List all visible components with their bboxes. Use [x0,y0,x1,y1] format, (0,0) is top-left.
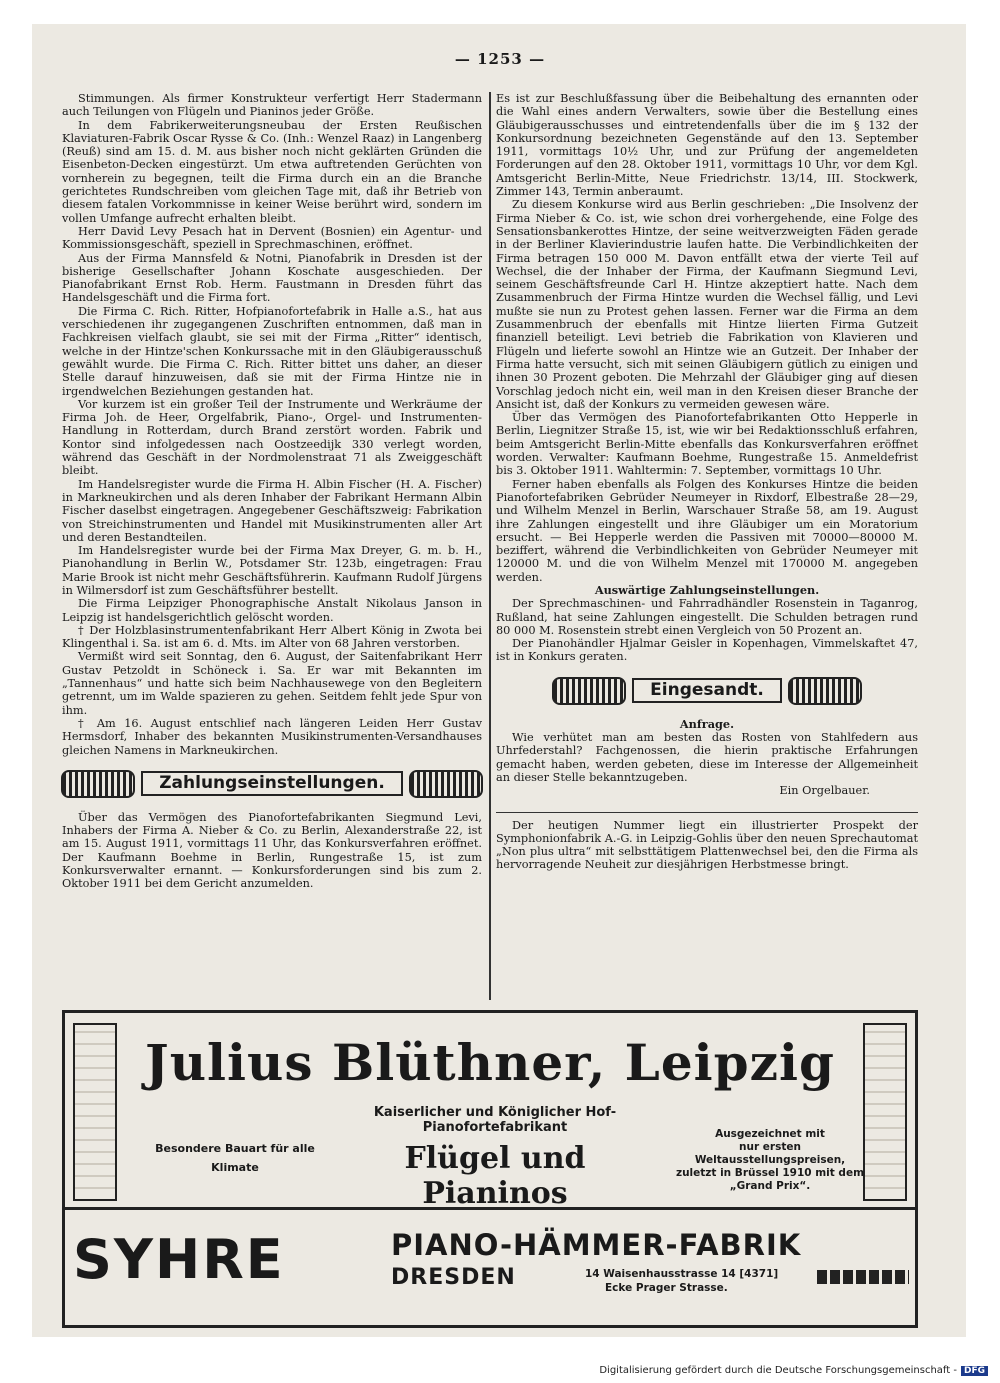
paragraph: Aus der Firma Mannsfeld & Notni, Pianofabrik in Dresden ist der bisherige Gesellschafter Johann Koschate ausgeschieden. Der Pianofabrikant Ernst Rob. Herm. Faustmann in Dresden führt das Handelsgeschäft und die Firma fort. [62,251,482,305]
paragraph: Vor kurzem ist ein großer Teil der Instrumente und Werkräume der Firma Joh. de Heer, Orgelfabrik, Piano-, Orgel- und Instrumenten-Handlung in Rotterdam, durch Brand zerstört worden. Fabrik und Kontor sind infolgedessen nach Oostzeedijk 330 verlegt worden, während das Geschäft in der Nordmolenstraat 71 als Zweiggeschäft bleibt. [62,397,482,478]
ad-subtitle: Kaiserlicher und Königlicher Hof-Pianofortefabrikant [373,1105,617,1135]
paragraph: Zu diesem Konkurse wird aus Berlin geschrieben: „Die Insolvenz der Firma Nieber & Co. ist, wie schon drei vorhergehende, eine Folge des Sensationsbankerottes Hintze, der seine weitverzweigten Fäden gerade in der Berliner Klavierindustrie laufen hatte. Die Verbindlichkeiten der Firma betragen 150 000 M. Davon entfällt etwa der vierte Teil auf Wechsel, die der Inhaber der Firma, der Kaufmann Siegmund Levi, seinem Geschäftsfreunde Carl H. Hintze akzeptiert hatte. Nach dem Zusammenbruch der Firma Hintze wurden die Wechsel fällig, und Levi mußte sie nun zu Protest gehen lassen. Ferner war die Firma an dem Zusammenbruch der ebenfalls mit Hintze liierten Firma Gutzeit finanziell beteiligt. Levi betrieb die Fabrikation von Klavieren und Flügeln und lieferte sowohl an Hintze wie an Gutzeit. Der Inhaber der Firma hatte versucht, sich mit seinen Gläubigern gütlich zu einigen und ihnen 30 Prozent geboten. Die Mehrzahl der Gläubiger ging auf diesen Vorschlag jedoch nicht ein, weil man in den Kreisen dieser Branche der Ansicht ist, daß der Konkurs zu vermeiden gewesen wäre. [496,198,918,411]
column-divider [489,92,491,1000]
paragraph: Im Handelsregister wurde die Firma H. Albin Fischer (H. A. Fischer) in Markneukirchen und als deren Inhaber der Fabrikant Hermann Albin Fischer daselbst eingetragen. Angegebener Geschäftszweig: Fabrikation von Streichinstrumenten und Handel mit Musikinstrumenten aller Art und deren Bestandteilen. [62,477,482,544]
ad-left-text: Besondere Bauart für alle Klimate [155,1142,315,1174]
ad-products: Flügel und Pianinos [404,1141,586,1211]
ornament-left-icon [552,677,626,705]
paragraph: Über das Vermögen des Pianofortefabrikanten Otto Hepperle in Berlin, Liegnitzer Straße 15, ist, wie wir bei Redaktionsschluß erfahren, beim Amtsgericht Berlin-Mitte ebenfalls das Konkursverfahren eröffnet worden. Verwalter: Kaufmann Boehme, Rungestraße 15. Anmeldefrist bis 3. Oktober 1911. Wahltermin: 7. September, vormittags 10 Uhr. [496,411,918,478]
paragraph: Ferner haben ebenfalls als Folgen des Konkurses Hintze die beiden Pianofortefabriken Gebrüder Neumeyer in Rixdorf, Elbestraße 28—29, und Wilhelm Menzel in Berlin, Warschauer Straße 58, am 19. August ihre Zahlungen eingestellt und ihre Gläubiger um ein Moratorium ersucht. — Bei Hepperle werden die Passiven mit 70000—80000 M. beziffert, während die Verbindlichkeiten von Gebrüder Neumeyer mit 120000 M. und die von Wilhelm Menzel mit 170000 M. angegeben werden. [496,477,918,584]
banner-title: Eingesandt. [632,678,782,703]
paragraph: In dem Fabrikerweiterungsneubau der Ersten Reußischen Klaviaturen-Fabrik Oscar Rysse & Co. (Inh.: Wenzel Raaz) in Langenberg (Reuß) sind am 15. d. M. aus bisher noch nicht geklärten Gründen die Eisenbeton-Decken eingestürzt. Um etwa auftretenden Gerüchten von vornherein zu begegnen, teilt die Firma durch ein an die Branche gerichtetes Rundschreiben vom gleichen Tage mit, daß ihr Betrieb von diesem fatalen Vorkommnisse in keiner Weise berührt wird, sondern im vollen Umfange aufrecht erhalten bleibt. [62,118,482,225]
ad-right-text: Ausgezeichnet mit nur ersten Weltausstellungspreisen, zuletzt in Brüssel 1910 mit dem „Grand Prix“. [675,1128,865,1192]
paragraph: Die Firma Leipziger Phonographische Anstalt Nikolaus Janson in Leipzig ist handelsgerichtlich gelöscht worden. [62,597,482,624]
ornament-left-icon [61,770,135,798]
signature: Ein Orgelbauer. [779,784,870,798]
ornament-right-icon [409,770,483,798]
divider [496,798,918,813]
subheading: Auswärtige Zahlungseinstellungen. [594,582,820,597]
footer [599,1365,988,1376]
paragraph: Wie verhütet man am besten das Rosten von Stahlfedern aus Uhrfederstahl? Fachgenossen, die hierin praktische Erfahrungen gemacht haben, werden gebeten, diese im Interesse der Allgemeinheit an dieser Stelle bekanntzugeben. [496,731,918,784]
section-banner [496,673,918,709]
paragraph: † Der Holzblasinstrumentenfabrikant Herr Albert König in Zwota bei Klingenthal i. Sa. ist am 6. d. Mts. im Alter von 68 Jahren verstorben. [62,623,482,651]
paragraph: Die Firma C. Rich. Ritter, Hofpianofortefabrik in Halle a.S., hat aus verschiedenen ihr zugegangenen Zuschriften entnommen, daß man in Fachkreisen vielfach glaubt, sie sei mit der Firma „Ritter“ identisch, welche in der Hintze'schen Konkurssache mit in den Gläubigerausschuß gewählt wurde. Die Firma C. Rich. Ritter bittet uns daher, an dieser Stelle darauf hinzuweisen, daß sie mit der Firma Hintze nie in irgendwelchen Beziehungen gestanden hat. [62,304,482,398]
paragraph: Im Handelsregister wurde bei der Firma Max Dreyer, G. m. b. H., Pianohandlung in Berlin W., Potsdamer Str. 123b, eingetragen: Frau Marie Brook ist nicht mehr Geschäftsführerin. Kaufmann Rudolf Jürgens in Wilmersdorf ist zum Geschäftsführer bestellt. [62,544,482,597]
ornament-right-icon [788,677,862,705]
paragraph: Der Pianohändler Hjalmar Geisler in Kopenhagen, Vimmelskaftet 47, ist in Konkurs geraten. [496,637,918,664]
ad-business: PIANO-HÄMMER-FABRIK [391,1228,802,1262]
paragraph: Es ist zur Beschlußfassung über die Beibehaltung des ernannten oder die Wahl eines andern Verwalters, sowie über die Bestellung eines Gläubigerausschusses und eintretendenfalls über die im § 132 der Konkursordnung bezeichneten Gegenstände auf den 13. September 1911, vormittags 10½ Uhr, und zur Prüfung der angemeldeten Forderungen auf den 28. Oktober 1911, vormittags 10 Uhr, vor dem Kgl. Amtsgericht Berlin-Mitte, Neue Friedrichstr. 13/14, III. Stockwerk, Zimmer 143, Termin anberaumt. [496,92,918,199]
footer-text: Digitalisierung gefördert durch die Deutsche Forschungsgemeinschaft - [599,1365,957,1376]
paragraph: † Am 16. August entschlief nach längeren Leiden Herr Gustav Hermsdorf, Inhaber des bekannten Musikinstrumenten-Versandhauses gleichen Namens in Markneukirchen. [62,716,482,757]
banner-title: Zahlungseinstellungen. [141,771,403,796]
dfg-logo: DFG [961,1366,988,1376]
page-number: — 1253 — [454,50,546,68]
paragraph: Vermißt wird seit Sonntag, den 6. August, der Saitenfabrikant Herr Gustav Petzoldt in Schöneck i. Sa. Er war mit Bekannten im „Tannenhaus“ und hatte sich beim Nachhausewege von den Begleitern getrennt, um im Walde spazieren zu gehen. Seitdem fehlt jede Spur von ihm. [62,650,482,717]
paragraph: Über das Vermögen des Pianofortefabrikanten Siegmund Levi, Inhabers der Firma A. Nieber & Co. zu Berlin, Alexanderstraße 22, ist am 15. August 1911, vormittags 11 Uhr, das Konkursverfahren eröffnet. Der Kaufmann Boehme in Berlin, Rungestraße 15, ist zum Konkursverwalter ernannt. — Konkursforderungen sind bis zum 2. Oktober 1911 bei dem Gericht anzumelden. [62,810,482,891]
hammer-row-icon [817,1270,909,1284]
section-banner [62,766,482,802]
ad-company-name: SYHRE [73,1228,285,1291]
anfrage-heading: Anfrage. [679,716,735,731]
ad-address: 14 Waisenhausstrasse 14 [4371] [585,1268,779,1280]
paragraph: Der heutigen Nummer liegt ein illustrierter Prospekt der Symphonionfabrik A.-G. in Leipzig-Gohlis über den neuen Sprechautomat „Non plus ultra“ mit selbsttätigem Plattenwechsel bei, den die Firma als hervorragende Neuheit zur diesjährigen Herbstmesse bringt. [496,818,918,872]
advertisement-bluethner [62,1010,918,1210]
ad-city: DRESDEN [391,1265,516,1290]
ornament-column-icon [73,1023,117,1201]
paragraph: Der Sprechmaschinen- und Fahrradhändler Rosenstein in Taganrog, Rußland, hat seine Zahlungen eingestellt. Die Schulden betragen rund 80 000 M. Rosenstein strebt einen Vergleich von 50 Prozent an. [496,597,918,637]
ad-address-corner: Ecke Prager Strasse. [605,1282,728,1294]
left-column [62,92,482,891]
advertisement-syhre [62,1210,918,1328]
paragraph: Herr David Levy Pesach hat in Dervent (Bosnien) ein Agentur- und Kommissionsgeschäft, speziell in Sprechmaschinen, eröffnet. [62,224,482,252]
right-column [496,92,918,872]
paragraph: Stimmungen. Als firmer Konstrukteur verfertigt Herr Stadermann auch Teilungen von Flügeln und Pianinos jeder Größe. [62,92,482,119]
ad-company-name: Julius Blüthner, Leipzig [145,1033,835,1092]
ornament-column-icon [863,1023,907,1201]
